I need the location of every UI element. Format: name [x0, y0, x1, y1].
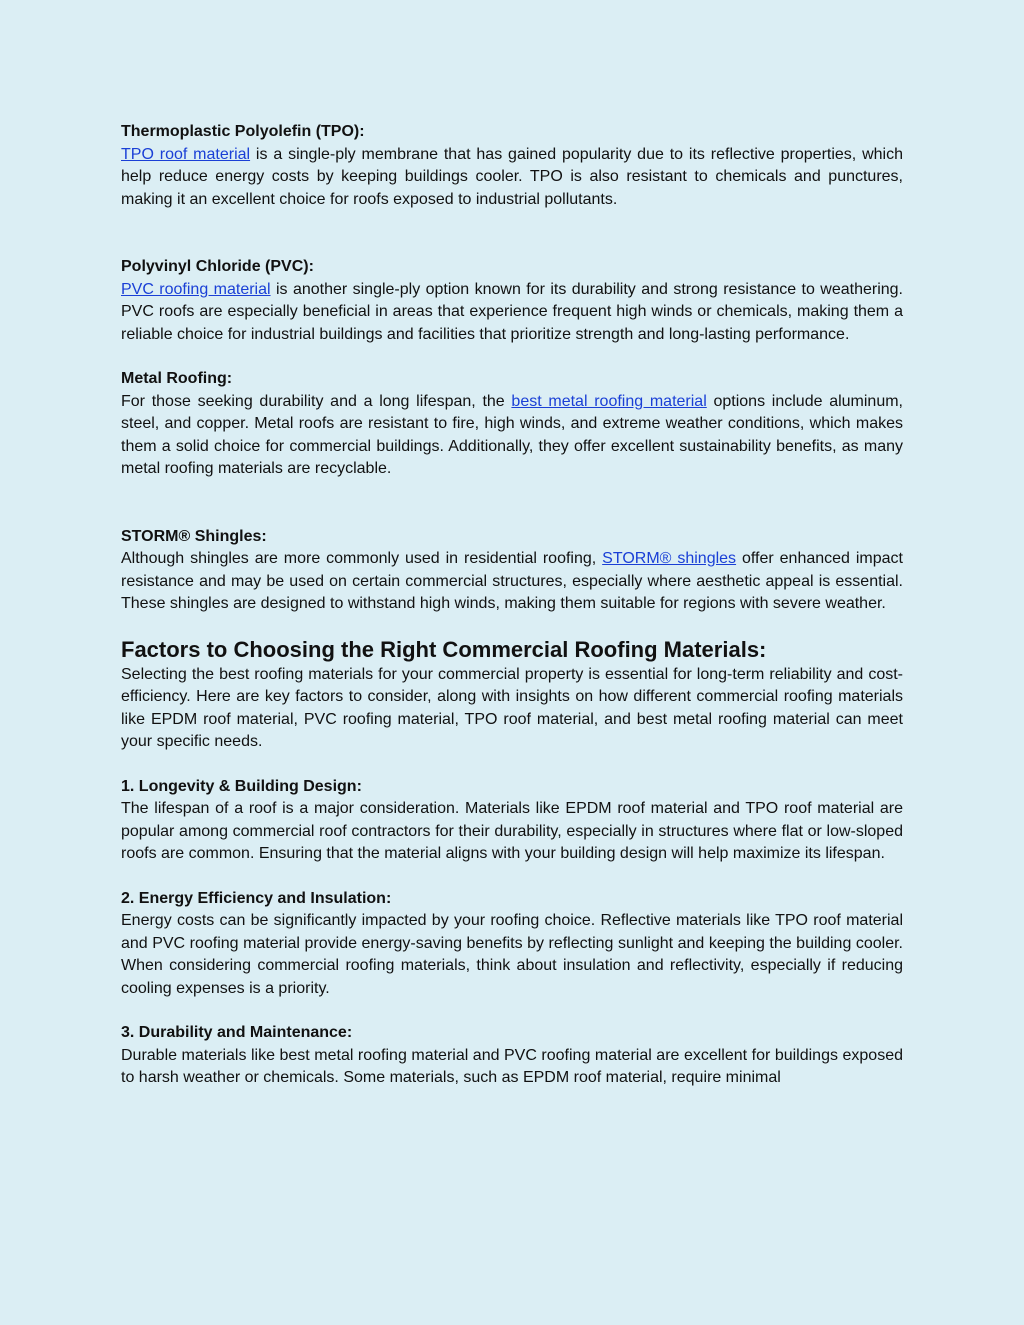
pvc-heading: Polyvinyl Chloride (PVC): [121, 258, 314, 275]
storm-heading: STORM® Shingles: [121, 527, 267, 545]
storm-paragraph [121, 548, 903, 616]
metal-paragraph [121, 391, 903, 481]
pvc-text: is another single-ply option known for its durability and strong resistance to weathering. PVC roofs are especially beneficial in areas that experience frequent high winds or chemicals, making them a reliable choice for industrial buildings and facilities that prioritize strength and long-lasting performance. [121, 280, 904, 343]
storm-section [121, 526, 903, 616]
pvc-section [121, 256, 903, 346]
factor-heading-longevity: 1. Longevity & Building Design: [121, 777, 362, 795]
metal-section [121, 368, 903, 481]
factors-section [121, 636, 903, 754]
tpo-text: is a single-ply membrane that has gained popularity due to its reflective properties, which help reduce energy costs by keeping buildings cooler. TPO is also resistant to chemicals and punctures, making it an excellent choice for roofs exposed to industrial pollutants. [121, 145, 903, 208]
metal-heading: Metal Roofing: [121, 370, 233, 387]
metal-text-after: options include aluminum, steel, and copper. Metal roofs are resistant to fire, high winds, and extreme weather conditions, which makes them a solid choice for commercial buildings. Additionally, they offer excellent sustainability benefits, as many metal roofing materials are recyclable. [121, 392, 904, 477]
tpo-roof-material-link[interactable]: TPO roof material [121, 145, 251, 163]
factor-item [121, 1022, 903, 1090]
factor-item [121, 776, 903, 866]
factor-heading-durability: 3. Durability and Maintenance: [121, 1024, 353, 1041]
best-metal-roofing-material-link[interactable]: best metal roofing material [511, 392, 707, 410]
storm-text-after: offer enhanced impact resistance and may be used on certain commercial structures, especially where aesthetic appeal is essential. These shingles are designed to withstand high winds, making them suitable for regions with severe weather. [121, 550, 903, 612]
storm-text-before: Although shingles are more commonly used in residential roofing, [121, 550, 603, 567]
factor-item [121, 888, 903, 1001]
factors-intro: Selecting the best roofing materials for your commercial property is essential for long-term reliability and cost-efficiency. Here are key factors to consider, along with insights on how different commercial roofing materials like EPDM roof material, PVC roofing material, TPO roof material, and best metal roofing material can meet your specific needs. [121, 665, 903, 750]
factor-text-durability: Durable materials like best metal roofing material and PVC roofing material are excellent for buildings exposed to harsh weather or chemicals. Some materials, such as EPDM roof material, require minimal [121, 1046, 903, 1086]
pvc-roofing-material-link[interactable]: PVC roofing material [121, 280, 271, 298]
tpo-section [121, 121, 903, 211]
factor-heading-energy: 2. Energy Efficiency and Insulation: [121, 889, 392, 907]
document-page [121, 121, 903, 1090]
tpo-heading: Thermoplastic Polyolefin (TPO): [121, 123, 365, 140]
metal-text-before: For those seeking durability and a long lifespan, the [121, 392, 512, 410]
tpo-paragraph [121, 144, 903, 212]
factor-text-energy: Energy costs can be significantly impacted by your roofing choice. Reflective materials like TPO roof material and PVC roofing material provide energy-saving benefits by reflecting sunlight and keeping the building cooler. When considering commercial roofing materials, think about insulation and reflectivity, especially if reducing cooling expenses is a priority. [121, 912, 903, 997]
factors-title: Factors to Choosing the Right Commercial Roofing Materials: [121, 636, 767, 662]
factor-text-longevity: The lifespan of a roof is a major consideration. Materials like EPDM roof material and TPO roof material are popular among commercial roof contractors for their durability, especially in structures where flat or low-sloped roofs are common. Ensuring that the material aligns with your building design will help maximize its lifespan. [121, 800, 903, 862]
pvc-paragraph [121, 279, 903, 347]
storm-shingles-link[interactable]: STORM® shingles [602, 550, 737, 567]
